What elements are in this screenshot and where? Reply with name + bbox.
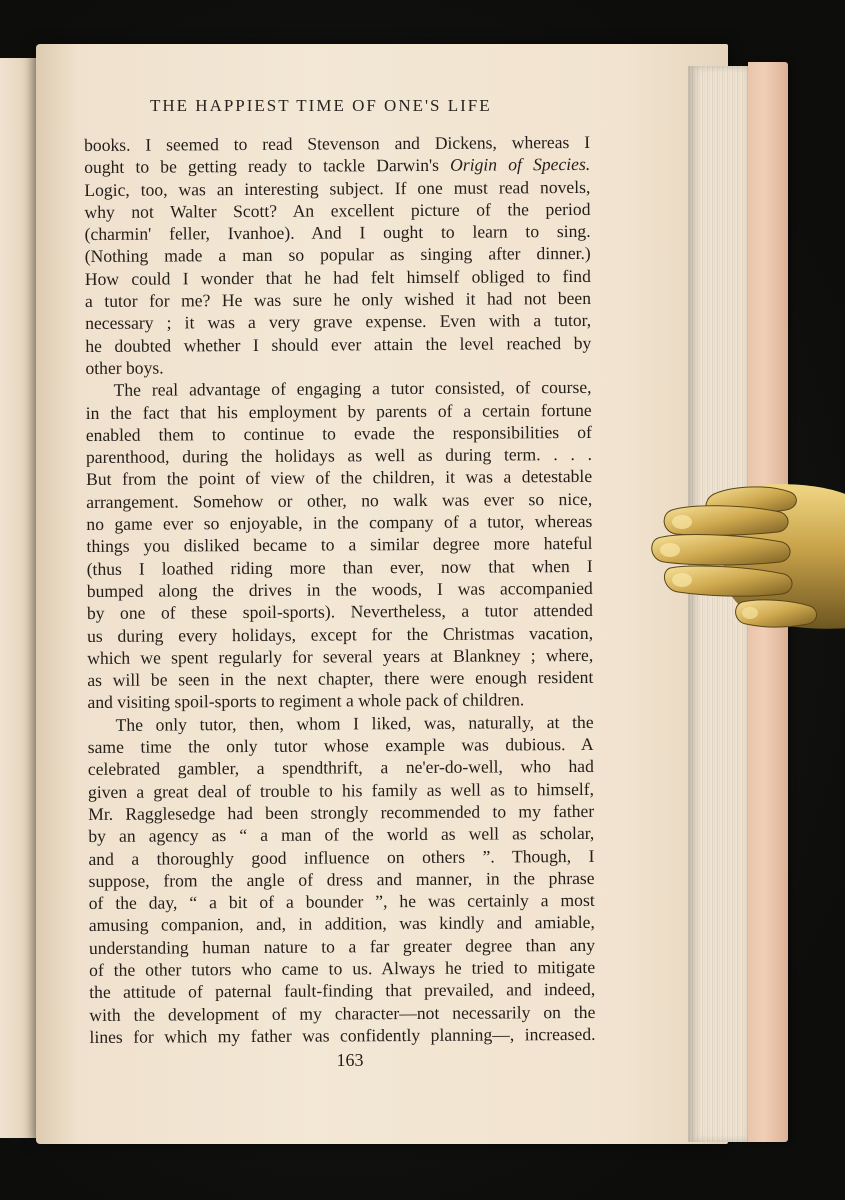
text-line: things you disliked became to a similar degree more hateful <box>86 533 593 557</box>
text-line: other boys. <box>85 357 164 378</box>
text-line: and visiting spoil-sports to regiment a whole pack of children. <box>87 689 525 713</box>
text-line: and a thoroughly good influence on others ”. Though, I <box>88 845 595 869</box>
text-line: celebrated gambler, a spendthrift, a ne'er-do-well, who had <box>87 756 594 780</box>
text-line: How could I wonder that he had felt himself obliged to find <box>84 265 591 289</box>
page-number: 163 <box>336 1050 364 1070</box>
text-line: with the development of my character—not necessarily on the <box>89 1001 596 1025</box>
text-line: amusing companion, and, in addition, was kindly and amiable, <box>88 912 595 936</box>
text-line: enabled them to continue to evade the responsibilities of <box>85 421 592 445</box>
text-line: (charmin' feller, Ivanhoe). And I ought to learn to sing. <box>84 221 591 245</box>
text-run: ought to be getting ready to tackle Darwin's <box>84 155 451 178</box>
text-line: necessary ; it was a very grave expense. Even with a tutor, <box>85 310 592 334</box>
running-head: THE HAPPIEST TIME OF ONE'S LIFE <box>150 96 492 115</box>
text-line: (thus I loathed riding more than ever, now that when I <box>86 555 593 579</box>
text-line: lines for which my father was confidently planning—, increased. <box>89 1023 596 1047</box>
text-line: which we spent regularly for several years at Blankney ; where, <box>87 644 594 668</box>
text-line: as will be seen in the next chapter, there were enough resident <box>87 667 594 691</box>
text-line: same time the only tutor whose example was dubious. A <box>87 733 594 758</box>
text-line: Logic, too, was an interesting subject. If one must read novels, <box>84 176 591 200</box>
text-line <box>84 153 590 178</box>
text-line: why not Walter Scott? An excellent picture of the period <box>84 198 591 222</box>
text-line: no game ever so enjoyable, in the company of a tutor, whereas <box>86 510 593 535</box>
text-line: of the other tutors who came to us. Always he tried to mitigate <box>89 956 596 980</box>
text-line: the attitude of paternal fault-finding that prevailed, and indeed, <box>89 979 596 1003</box>
text-line: (Nothing made a man so popular as singing after dinner.) <box>84 243 591 267</box>
text-line: a tutor for me? He was sure he only wished it had not been <box>84 287 592 312</box>
text-line: suppose, from the angle of dress and manner, in the phrase <box>88 867 595 891</box>
text-line: us during every holidays, except for the Christmas vacation, <box>87 622 594 646</box>
text-line: he doubted whether I should ever attain the level reached by <box>85 332 592 356</box>
text-line: in the fact that his employment by parents of a certain fortune <box>85 399 592 423</box>
text-line: parenthood, during the holidays as well as during term. . . . <box>85 444 593 468</box>
brass-hand-bookmark-icon <box>650 478 845 638</box>
text-line: But from the point of view of the children, it was a detestable <box>86 466 593 490</box>
text-line: by an agency as “ a man of the world as well as scholar, <box>88 823 595 847</box>
text-line: The real advantage of engaging a tutor consisted, of course, <box>113 377 592 401</box>
text-line: by one of these spoil-sports). Nevertheless, a tutor attended <box>86 600 593 624</box>
text-line: understanding human nature to a far greater degree than any <box>88 934 596 958</box>
text-line: given a great deal of trouble to his family as well as to himself, <box>87 778 595 802</box>
text-line: The only tutor, then, whom I liked, was, naturally, at the <box>115 711 594 735</box>
text-line: of the day, “ a bit of a bounder ”, he was certainly a most <box>88 889 595 914</box>
text-line: bumped along the drives in the woods, I was accompanied <box>86 577 593 601</box>
text-line: arrangement. Somehow or other, no walk was ever so nice, <box>86 488 593 512</box>
book-title-italic: Origin of Species. <box>450 154 591 176</box>
body-text <box>84 131 596 1048</box>
text-line: Mr. Ragglesedge had been strongly recommended to my father <box>88 800 595 824</box>
text-line: books. I seemed to read Stevenson and Dickens, whereas I <box>84 131 591 155</box>
